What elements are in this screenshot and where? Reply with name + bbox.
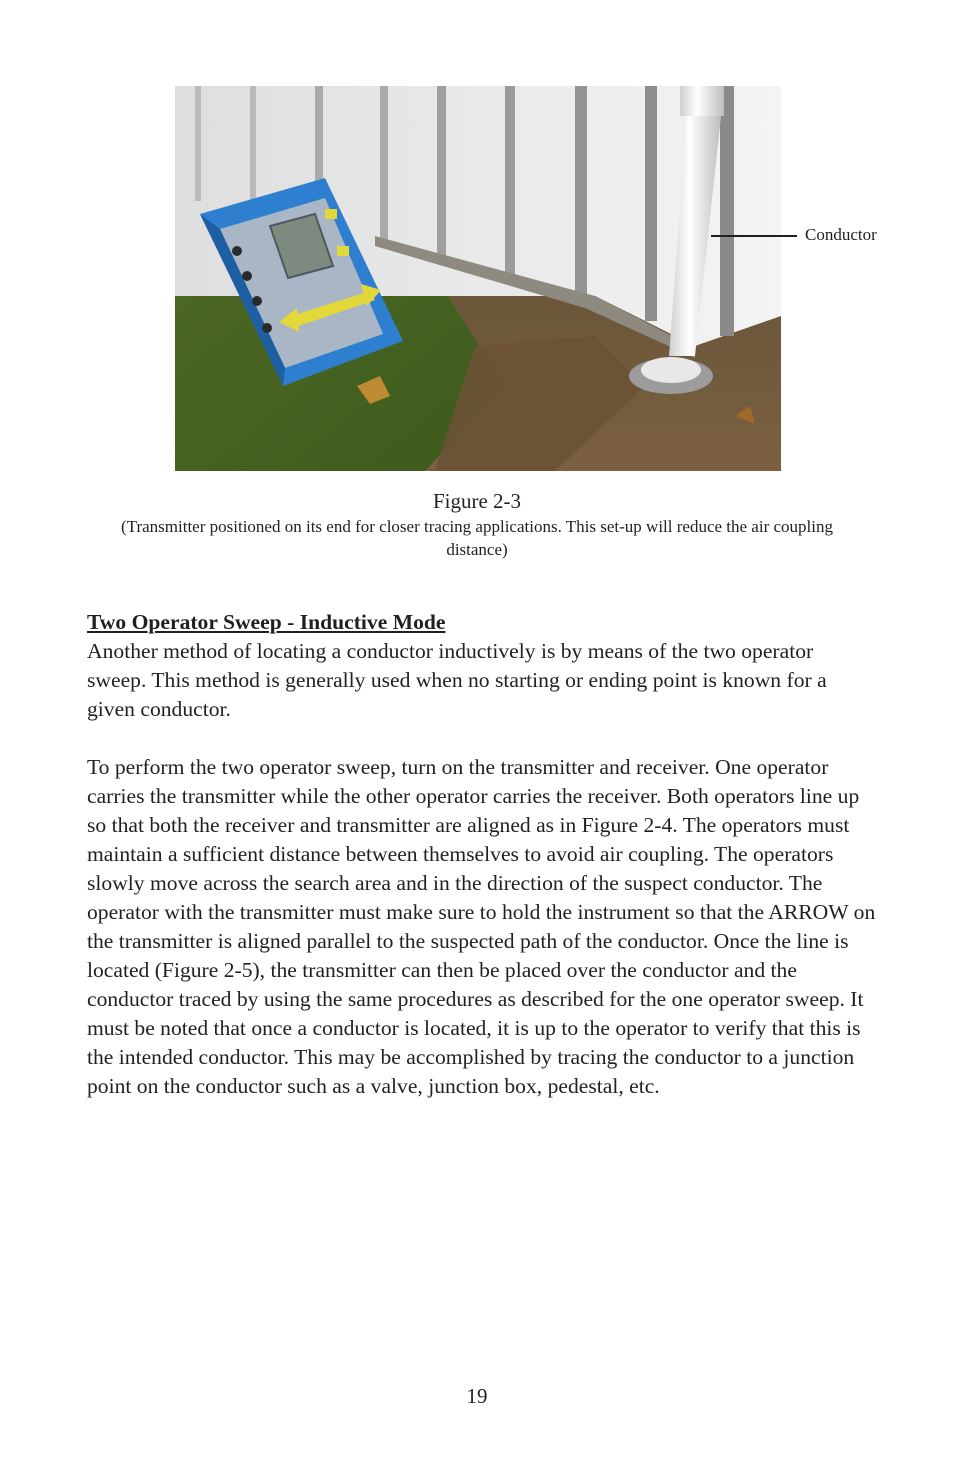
page-number: 19 (466, 1384, 488, 1408)
paragraph-spacer (87, 724, 877, 753)
callout-leader-line (711, 235, 797, 237)
paragraph-1: Another method of locating a conductor inductively is by means of the two operator sweep. This method is generally used when no starting or ending point is known for a given conductor. (87, 639, 827, 721)
conductor-callout-label: Conductor (805, 225, 877, 244)
paragraph-2: To perform the two operator sweep, turn on the transmitter and receiver. One operator carries the transmitter while the other operator carries the receiver. Both operators line up so that both the receiver and transmitter are aligned as in Figure 2-4. The operators must maintain a sufficient distance between themselves to avoid air coupling. The operators slowly move across the search area and in the direction of the suspect conductor. The operator with the transmitter must make sure to hold the instrument so that the ARROW on the transmitter is aligned parallel to the suspected path of the conductor. Once the line is located (Figure 2-5), the transmitter can then be placed over the conductor and the conductor traced by using the same procedures as described for the one operator sweep. It must be noted that once a conductor is located, it is up to the operator to verify that this is the intended conductor. This may be accomplished by tracing the conductor to a junction point on the conductor such as a valve, junction box, pedestal, etc. (87, 755, 876, 1098)
section-body (87, 608, 877, 1101)
figure-caption: (Transmitter positioned on its end for closer tracing applications. This set-up will reduce the air coupling distance) (121, 517, 833, 559)
figure-title: Figure 2-3 (432, 489, 522, 513)
figure-photo (175, 86, 781, 471)
section-heading: Two Operator Sweep - Inductive Mode (87, 610, 446, 634)
